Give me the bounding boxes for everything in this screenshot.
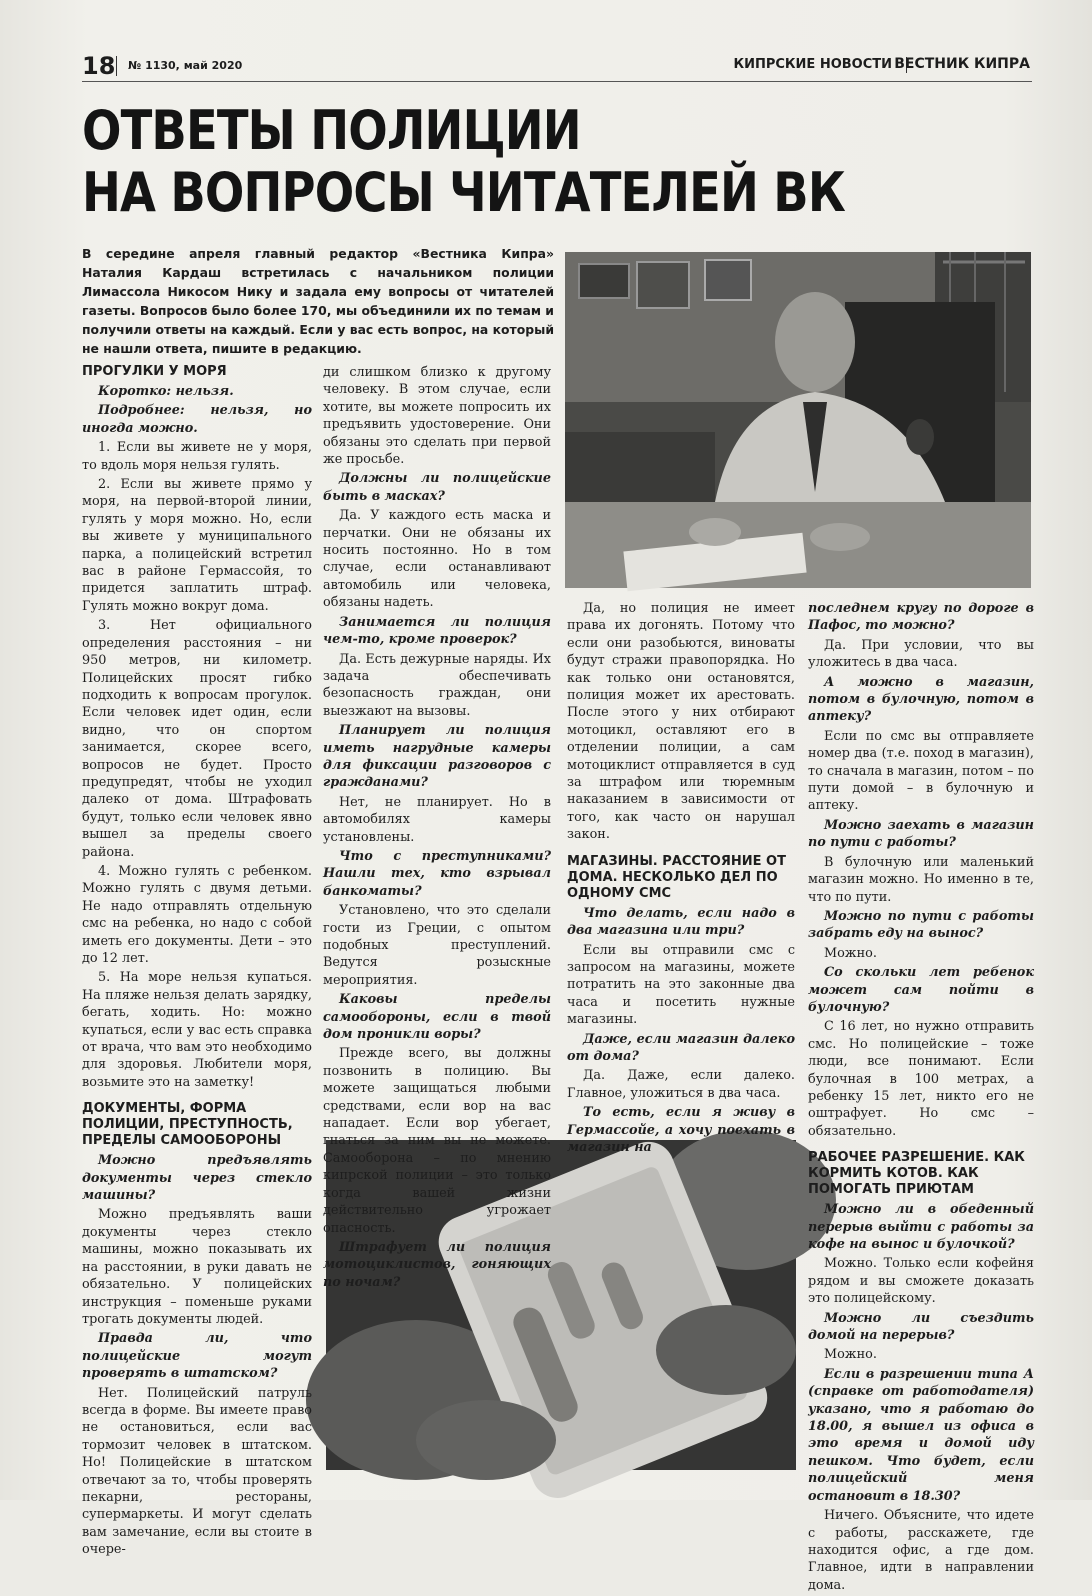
brand-left: КИПРСКИЕ НОВОСТИ	[733, 57, 892, 72]
answer-paragraph: Да. Есть дежурные наряды. Их задача обеспечивать безопасность граждан, они выезжают на вызовы.	[323, 651, 551, 719]
question: Со скольки лет ребенок может сам пойти в булочную?	[808, 965, 1034, 1015]
page-number: 18	[82, 52, 116, 80]
answer-paragraph: Можно предъявлять ваши документы через стекло машины, можно показывать их на расстоянии, в руки давать не обязательно. У полицейских инструкция – поменьше руками трогать документы людей.	[82, 1207, 312, 1327]
question: Можно по пути с работы забрать еду на вынос?	[808, 908, 1034, 942]
question: Если в разрешении типа А (справке от работодателя) указано, что я работаю до 18.00, я вышел из офиса в это время и домой иду пешком. Что будет, если полицейский меня остановит в 18.30?	[808, 1366, 1034, 1504]
answer-paragraph: Прежде всего, вы должны позвонить в полицию. Вы можете защищаться любыми средствами, если вор на вас нападает. Если вор убегает, гнаться за ним вы не можете. Самооборона – по мнению кипрской полиции – это только когда вашей жизни действительно угрожает опасность.	[323, 1046, 551, 1236]
question: Что делать, если надо в два магазина или три?	[567, 905, 795, 939]
question: Можно предъявлять документы через стекло машины?	[82, 1153, 312, 1204]
question: Занимается ли полиция чем-то, кроме проверок?	[323, 614, 551, 648]
question: Можно заехать в магазин по пути с работы?	[808, 817, 1034, 851]
article-lead: В середине апреля главный редактор «Вестника Кипра» Наталия Кардаш встретилась с начальником полиции Лимассола Никосом Нику и задала ему вопросы от читателей газеты. Вопросов было более 170, мы объединили их по темам и получили ответы на каждый. Если у вас есть вопрос, на который не нашли ответа, пишите в редакцию.	[82, 246, 554, 356]
answer-paragraph: 5. На море нельзя купаться. На пляже нельзя делать зарядку, бегать, ходить. Но: можно купаться, если у вас есть справка от врача, что вам это необходимо для здоровья. Любители моря, возьмите это на заметку!	[82, 970, 312, 1090]
answer-paragraph: С 16 лет, но нужно отправить смс. Но полицейские – тоже люди, все понимают. Если булочная в 100 метрах, а ребенку 15 лет, никто его не оштрафует. Но смс – обязательно.	[808, 1019, 1034, 1139]
title-line-2: НА ВОПРОСЫ ЧИТАТЕЛЕЙ ВК	[82, 161, 845, 224]
column-4	[808, 600, 1034, 1596]
answer-paragraph: Можно. Только если кофейня рядом и вы сможете доказать это полицейскому.	[808, 1256, 1034, 1307]
column-3	[567, 600, 795, 1158]
brand-right: ВЕСТНИК КИПРА	[894, 56, 1030, 72]
question: Что с преступниками? Нашли тех, кто взрывал банкоматы?	[323, 848, 551, 899]
article-title	[82, 100, 856, 224]
issue-info: № 1130, май 2020	[128, 59, 243, 72]
answer-paragraph: Ничего. Объясните, что идете с работы, расскажете, где находится офис, а где дом. Главное, идти в направлении дома.	[808, 1508, 1034, 1593]
answer-paragraph: Если по смс вы отправляете номер два (т.е. поход в магазин), то сначала в магазин, потом – по пути домой – в булочную и аптеку.	[808, 728, 1034, 814]
page-header	[82, 52, 1032, 82]
answer-paragraph: Можно.	[824, 945, 877, 961]
answer-paragraph: Нет, не планирует. Но в автомобилях камеры установлены.	[323, 794, 551, 845]
question: Каковы пределы самообороны, если в твой дом проникли воры?	[323, 992, 551, 1043]
question: Коротко: нельзя.	[98, 384, 234, 399]
question: Планирует ли полиция иметь нагрудные камеры для фиксации разговоров с гражданами?	[323, 723, 551, 791]
question: Даже, если магазин далеко от дома?	[567, 1031, 795, 1064]
question: Можно ли съездить домой на перерыв?	[808, 1310, 1034, 1344]
question: Можно ли в обеденный перерыв выйти с работы за кофе на вынос и булочкой?	[808, 1202, 1034, 1252]
column-2	[323, 364, 551, 1293]
answer-paragraph: Да. При условии, что вы уложитесь в два часа.	[808, 637, 1034, 671]
photo-police-chief	[565, 252, 1031, 588]
title-line-1: ОТВЕТЫ ПОЛИЦИИ	[82, 99, 581, 162]
answer-paragraph: 4. Можно гулять с ребенком. Можно гулять с двумя детьми. Не надо отправлять отдельную смс на ребенка, но надо с собой иметь его документы. Дети – это до 12 лет.	[82, 863, 312, 966]
section-heading-walks: ПРОГУЛКИ У МОРЯ	[82, 364, 227, 379]
question: последнем кругу по дороге в Пафос, то можно?	[808, 601, 1034, 634]
section-heading-documents: ДОКУМЕНТЫ, ФОРМА ПОЛИЦИИ, ПРЕСТУПНОСТЬ, ПРЕДЕЛЫ САМООБОРОНЫ	[82, 1101, 293, 1149]
answer-paragraph: Можно.	[824, 1347, 877, 1363]
question: Должны ли полицейские быть в масках?	[323, 471, 551, 504]
answer-paragraph: Да, но полиция не имеет права их догонять. Потому что если они разобьются, виноваты будут стражи правопорядка. Но как только они остановятся, полиция может их арестовать. После этого у них отбирают мотоцикл, оставляют его в отделении полиции, а сам мотоциклист отправляется в суд за штрафом или тюремным наказанием в зависимости от того, как часто он нарушал закон.	[567, 601, 795, 843]
answer-paragraph: ди слишком близко к другому человеку. В этом случае, если хотите, вы можете попросить их предъявить удостоверение. Они обязаны это сделать при первой же просьбе.	[323, 365, 551, 468]
question: Правда ли, что полицейские могут проверять в штатском?	[82, 1331, 312, 1382]
answer-paragraph: Да. Даже, если далеко. Главное, уложиться в два часа.	[567, 1068, 795, 1101]
answer-paragraph: 2. Если вы живете прямо у моря, на первой-второй линии, гулять у моря можно. Но, если вы живете у муниципального парка, а полицейский встретил вас в районе Гермассойя, то придется заплатить штраф. Гулять можно вокруг дома.	[82, 477, 312, 614]
section-heading-shops: МАГАЗИНЫ. РАССТОЯНИЕ ОТ ДОМА. НЕСКОЛЬКО ДЕЛ ПО ОДНОМУ СМС	[567, 853, 786, 901]
answer-paragraph: Да. У каждого есть маска и перчатки. Они не обязаны их носить постоянно. Но в том случае, если останавливают автомобиль или человека, обязаны надеть.	[323, 508, 551, 611]
question: Подробнее: нельзя, но иногда можно.	[82, 403, 312, 436]
question: То есть, если я живу в Гермассойе, а хочу поехать в магазин на	[567, 1105, 795, 1155]
answer-paragraph: 3. Нет официального определения расстояния – ни 950 метров, ни километр. Полицейских просят гибко подходить к вопросам прогулок. Если человек идет один, если видно, что он спортом занимается, скорее всего, вопросов не будет. Просто предупредят, чтобы не уходил далеко от дома. Штрафовать будут, только если человек явно вышел за пределы своего района.	[82, 618, 312, 860]
answer-paragraph: Нет. Полицейский патруль всегда в форме. Вы имеете право не остановиться, если вас тормозит человек в штатском. Но! Полицейские в штатском отвечают за то, чтобы проверять пекарни, рестораны, супермаркеты. И могут сделать вам замечание, если вы стоите в очере-	[82, 1385, 312, 1558]
police-chief-illustration	[565, 252, 1031, 588]
answer-paragraph: Если вы отправили смс с запросом на магазины, можете потратить на это законные два часа и посетить нужные магазины.	[567, 942, 795, 1028]
section-heading-work-permit: РАБОЧЕЕ РАЗРЕШЕНИЕ. КАК КОРМИТЬ КОТОВ. КАК ПОМОГАТЬ ПРИЮТАМ	[808, 1150, 1025, 1198]
header-divider	[116, 56, 117, 76]
answer-paragraph: В булочную или маленький магазин можно. Но именно в те, что по пути.	[808, 854, 1034, 905]
question: А можно в магазин, потом в булочную, потом в аптеку?	[808, 674, 1034, 725]
answer-paragraph: 1. Если вы живете не у моря, то вдоль моря нельзя гулять.	[82, 440, 312, 473]
answer-paragraph: Установлено, что это сделали гости из Греции, с опытом подобных преступлений. Ведутся розыскные мероприятия.	[323, 903, 551, 988]
question: Штрафует ли полиция мотоциклистов, гоняющих по ночам?	[323, 1239, 551, 1290]
column-1	[82, 364, 312, 1561]
